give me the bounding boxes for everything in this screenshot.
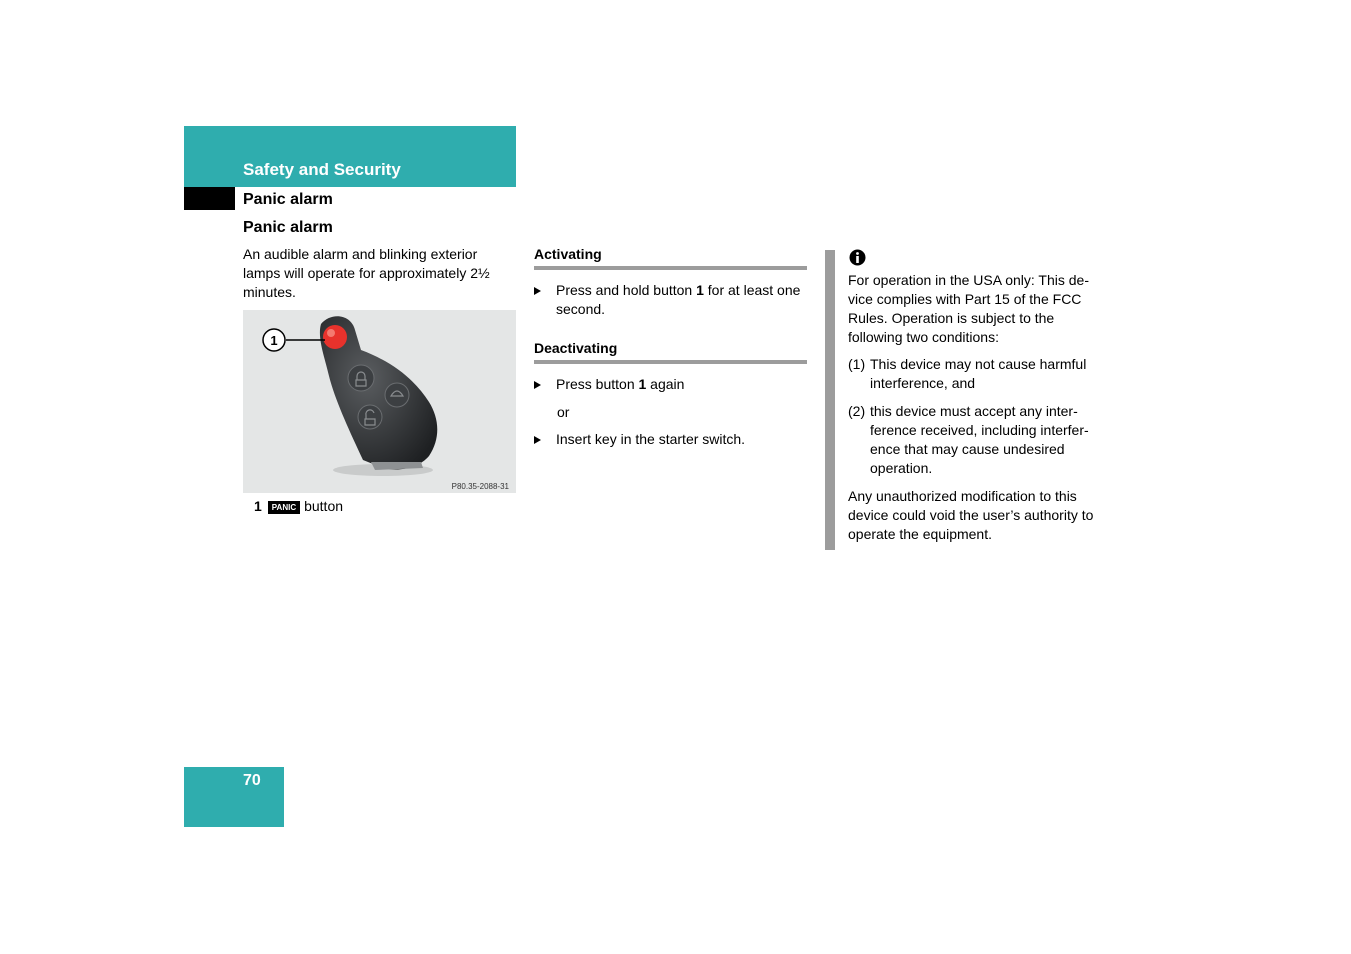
page-heading: Panic alarm bbox=[243, 219, 333, 236]
info-final-text: Any unauthorized modification to this device could void the user’s authority to operate the equipment. bbox=[848, 488, 1094, 542]
condition-number: (1) bbox=[848, 356, 866, 372]
condition-text: This device may not cause harmful interference, and bbox=[870, 356, 1087, 391]
or-separator: or bbox=[557, 404, 570, 420]
figure-code: P80.35-2088-31 bbox=[451, 482, 509, 491]
deactivating-heading: Deactivating bbox=[534, 340, 618, 356]
bullet-arrow-icon bbox=[534, 287, 541, 295]
key-fob-drawing bbox=[243, 310, 516, 493]
caption-text: button bbox=[304, 498, 344, 514]
section-tab-marker bbox=[184, 187, 235, 210]
info-icon bbox=[849, 249, 866, 271]
subsection-title: Panic alarm bbox=[243, 191, 333, 208]
activating-divider bbox=[534, 266, 807, 270]
condition-number: (2) bbox=[848, 403, 866, 419]
info-lead-text: For operation in the USA only: This de-vice complies with Part 15 of the FCC Rules. Operation is subject to the following two conditions: bbox=[848, 272, 1089, 345]
activating-step bbox=[534, 281, 814, 319]
step-text: Press and hold button bbox=[556, 282, 697, 298]
intro-paragraph: An audible alarm and blinking exterior lamps will operate for approximately 2½ minutes. bbox=[243, 246, 490, 300]
condition-item bbox=[848, 402, 1103, 478]
caption-number: 1 bbox=[254, 498, 262, 514]
bullet-arrow-icon bbox=[534, 436, 541, 444]
figure-caption bbox=[254, 497, 343, 516]
step-text: again bbox=[646, 376, 685, 392]
page-number-box bbox=[184, 767, 284, 827]
condition-item bbox=[848, 355, 1103, 393]
section-title: Safety and Security bbox=[243, 160, 401, 179]
key-fob-illustration bbox=[243, 310, 516, 493]
panic-badge: PANIC bbox=[268, 501, 300, 514]
deactivating-divider bbox=[534, 360, 807, 364]
deactivating-step-1 bbox=[534, 375, 684, 394]
condition-text: this device must accept any inter-ference received, including interfer-ence that may cause undesired operation. bbox=[870, 403, 1089, 476]
step-text: for at least one second. bbox=[556, 282, 801, 317]
bullet-arrow-icon bbox=[534, 381, 541, 389]
step-text: Press button bbox=[556, 376, 639, 392]
callout-number: 1 bbox=[270, 333, 278, 348]
deactivating-step-2 bbox=[534, 430, 745, 449]
page-number: 70 bbox=[243, 772, 261, 789]
step-text: Insert key in the starter switch. bbox=[556, 431, 746, 447]
button-ref: 1 bbox=[638, 376, 647, 392]
activating-heading: Activating bbox=[534, 246, 602, 262]
info-sidebar-bar bbox=[825, 250, 835, 550]
button-ref: 1 bbox=[696, 282, 704, 298]
panic-button-red bbox=[323, 325, 347, 349]
